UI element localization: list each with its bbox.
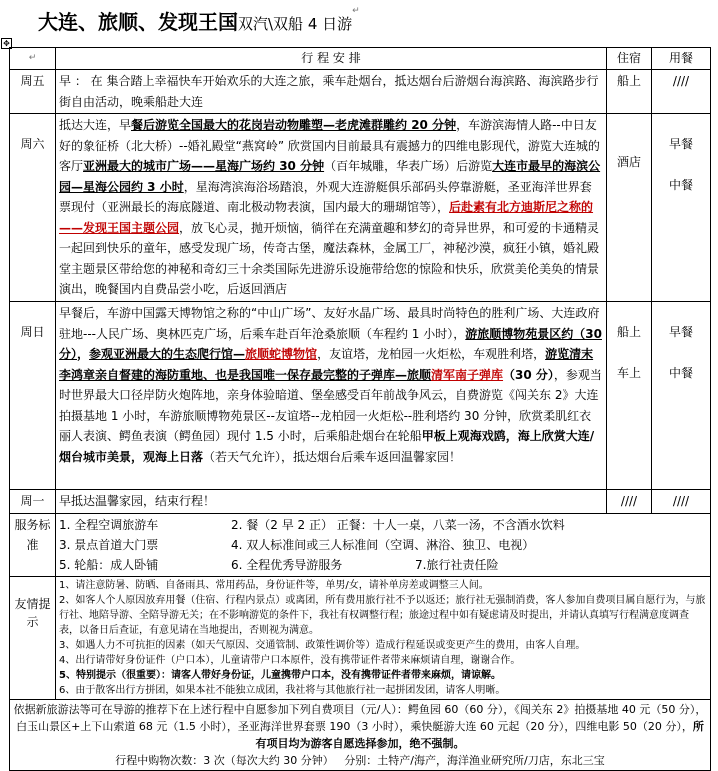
day-itinerary — [56, 302, 607, 490]
service-row — [10, 513, 711, 576]
day-row-mon — [10, 490, 711, 514]
day-itinerary — [56, 70, 607, 114]
tip-line: 5、特别提示（很重要）：请客人带好身份证，儿童携带户口本，没有携带证件者带来麻烦，请谅解。 — [59, 669, 501, 681]
itinerary-text: 餐后游览全国最大的花岗岩动物雕塑—老虎滩群雕约 20 分钟 — [131, 118, 457, 132]
optional-items-text: 依据新旅游法等可在导游的推荐下在上述行程中自愿参加下列自费项目（元/人）：鳄鱼园 60（60 分），《闯关东 2》拍摄基地 40 元（50 分），白玉山景区+上下山索道 68 元（1.5 小时），圣亚海洋世界套票 190（3 小时），乘快艇游大连 60 元起（20 分），四维电影 50（20 分）， — [13, 702, 707, 733]
day-meals: //// — [652, 70, 711, 114]
title-main: 大连、旅顺、发现王国 — [38, 10, 238, 34]
tip-line: 3、如遇人力不可抗拒的因素（如天气原因、交通管制、政策性调价等）造成行程延误或变更产生的费用，由客人自理。 — [59, 639, 586, 651]
tip-line: 1、请注意防暑、防晒、自备雨具、常用药品，身份证件等，单男/女，请补单房差或调整三人间。 — [59, 579, 489, 591]
header-itinerary: 行 程 安 排 — [56, 48, 607, 70]
itinerary-text: 亚洲最大的城市广场——星海广场约 30 分钟 — [83, 159, 325, 173]
day-label: 周五 — [10, 70, 56, 114]
itinerary-text: 早 ： 在 集合踏上幸福快车开始欢乐的大连之旅，乘车赴烟台，抵达烟台后游烟台海滨路、海滨路步行街自由活动，晚乘船赴大连 — [59, 74, 599, 109]
title-sub: 双汽\双船 4 日游 — [238, 15, 353, 33]
itinerary-text: 游旅顺博物苑景区约（30 分） — [59, 326, 602, 361]
day-lodging: 船上 — [607, 70, 652, 114]
optional-items-note — [10, 699, 711, 770]
itinerary-text: 参观亚洲最大的生态爬行馆— — [89, 347, 246, 361]
day-row-sun — [10, 302, 711, 490]
shopping-places: 分别：土特产/海产，海洋渔业研究所/刀店，东北三宝 — [344, 753, 605, 767]
table-header-row — [10, 48, 711, 70]
day-itinerary — [56, 490, 607, 514]
tips-label: 友情提示 — [10, 576, 56, 699]
itinerary-text: 早抵达温馨家园，结束行程！ — [59, 494, 216, 508]
header-meals: 用餐 — [652, 48, 711, 70]
tip-line: 6、由于散客出行方拼团，如果本社不能独立成团，我社将与其他旅行社一起拼团发团，请客人明晰。 — [59, 684, 506, 696]
day-meals: 早餐 中餐 — [652, 302, 711, 490]
day-row-fri — [10, 70, 711, 114]
day-itinerary — [56, 114, 607, 302]
day-lodging: 酒店 — [607, 114, 652, 302]
itinerary-text: 旅顺蛇博物馆 — [245, 347, 318, 361]
itinerary-text: 抵达大连，早 — [59, 118, 132, 132]
service-label: 服务标准 — [10, 513, 56, 576]
service-item: 2. 餐（2 早 2 正） 正餐：十人一桌，八菜一汤，不含酒水饮料 — [231, 517, 565, 532]
itinerary-text: ，友谊塔，龙柏园一火炬松，车观胜利塔， — [317, 347, 546, 361]
table-move-handle-icon[interactable]: ✥ — [1, 38, 12, 49]
itinerary-text: （百年城雕，华表广场）后游览 — [324, 159, 493, 173]
day-label: 周日 — [10, 302, 56, 490]
itinerary-text: （30 分） — [503, 367, 554, 382]
itinerary-text: 甲板上观海戏鸥，海上欣赏大连/烟台城市美景，观海上日落 — [59, 429, 595, 464]
tip-line: 4、出行请带好身份证件（户口本），儿童请带户口本原件，没有携带证件者带来麻烦请自理，谢谢合作。 — [59, 654, 521, 666]
itinerary-text: 清军南子弹库 — [431, 367, 504, 382]
day-meals: 早餐 中餐 — [652, 114, 711, 302]
header-lodging: 住宿 — [607, 48, 652, 70]
day-row-sat — [10, 114, 711, 302]
header-day-cell: ↵ — [10, 48, 56, 70]
itinerary-text: ， — [77, 347, 90, 361]
itinerary-text: 大连市最早的海滨公园—星海公园约 3 小时 — [59, 159, 601, 194]
itinerary-text: ，星海湾滨海浴场踏浪，外观大连游艇俱乐部码头停靠游艇，圣亚海洋世界套票现付（亚洲最长的海底隧道、南北极动物表演，国内最大的珊瑚馆等）， — [59, 179, 592, 214]
tips-row — [10, 576, 711, 699]
day-label: 周六 — [10, 114, 56, 302]
service-item: 7.旅行社责任险 — [415, 557, 499, 572]
service-item: 4. 双人标准间或三人标准间（空调、淋浴、独卫、电视） — [231, 537, 535, 552]
itinerary-text: ，车游滨海情人路--中日友好的象征桥（北大桥）--婚礼殿堂“燕窝岭” 欣赏国内目前最具有震撼力的四维电影现代，游览大连城的客厅 — [59, 118, 600, 173]
itinerary-text: 游览清末李鸿章亲自督建的海防重地、也是我国唯一保存最完整的子弹库—旅顺 — [59, 347, 594, 382]
itinerary-text: ，参观当时世界最大口径岸防火炮阵地，亲身体验暗道、堡垒感受百年前战争风云，自费游览《闯关东 2》大连拍摄基地 1 小时，车游旅顺博物苑景区--友谊塔--龙柏园一火炬松--胜利塔约 30 分钟，欣赏柔肌红衣丽人表演、鳄鱼表演（鳄鱼园）现付 1.5 小时，后乘船赴烟台在轮船 — [59, 367, 602, 443]
itinerary-text: 后赴素有北方迪斯尼之称的——发现王国主题公园 — [59, 200, 594, 235]
day-lodging: //// — [607, 490, 652, 514]
optional-items-bold: 所有项目均为游客自愿选择参加，绝不强制。 — [255, 719, 704, 750]
itinerary-text: 早餐后，车游中国露天博物馆之称的“中山广场”、友好水晶广场、最具时尚特色的胜利广场、大连政府驻地---人民广场、奥林匹克广场，后乘车赴百年沧桑旅顺（车程约 1 小时）， — [59, 306, 600, 341]
footer-row — [10, 699, 711, 770]
service-item: 6. 全程优秀导游服务 — [231, 557, 343, 572]
day-meals: //// — [652, 490, 711, 514]
day-lodging: 船上 车上 — [607, 302, 652, 490]
service-items — [56, 513, 711, 576]
service-item: 3. 景点首道大门票 — [59, 537, 159, 552]
day-label: 周一 — [10, 490, 56, 514]
service-item: 5. 轮船：成人卧铺 — [59, 557, 159, 572]
document-title — [38, 6, 360, 36]
service-item: 1. 全程空调旅游车 — [59, 517, 159, 532]
paragraph-mark: ↵ — [352, 6, 360, 16]
itinerary-text: ，放飞心灵，抛开烦恼，徜徉在充满童趣和梦幻的奇异世界，和可爱的卡通精灵一起回到快乐的童年，感受发现广场，传奇古堡，魔法森林，金属工厂，神秘沙漠，疯狂小镇，婚礼殿堂主题景区带给您的神秘和奇幻三十余类国际先进游乐设施带给您的惊险和快乐，欣赏美伦美奂的情景演出，晚餐国内自费品尝小吃，后返回酒店 — [59, 220, 600, 296]
shopping-count: 行程中购物次数：3 次（每次大约 30 分钟） — [115, 753, 334, 767]
itinerary-table — [9, 47, 711, 771]
tip-line: 2、如客人个人原因放弃用餐（住宿、行程内景点）或离团，所有费用旅行社不予以返还；旅行社无强制消费，客人参加自费项目属自愿行为，与旅行社、地陪导游、全陪导游无关；在不影响游览的条件下，我社有权调整行程；旅途过程中如有疑虑请及时提出，并请认真填写行程满意度调查表，以备日后查证，有意见请在当地提出，否则视为满意。 — [59, 594, 706, 636]
tips-content — [56, 576, 711, 699]
itinerary-text: （若天气允许），抵达烟台后乘车返回温馨家园！ — [203, 449, 462, 464]
